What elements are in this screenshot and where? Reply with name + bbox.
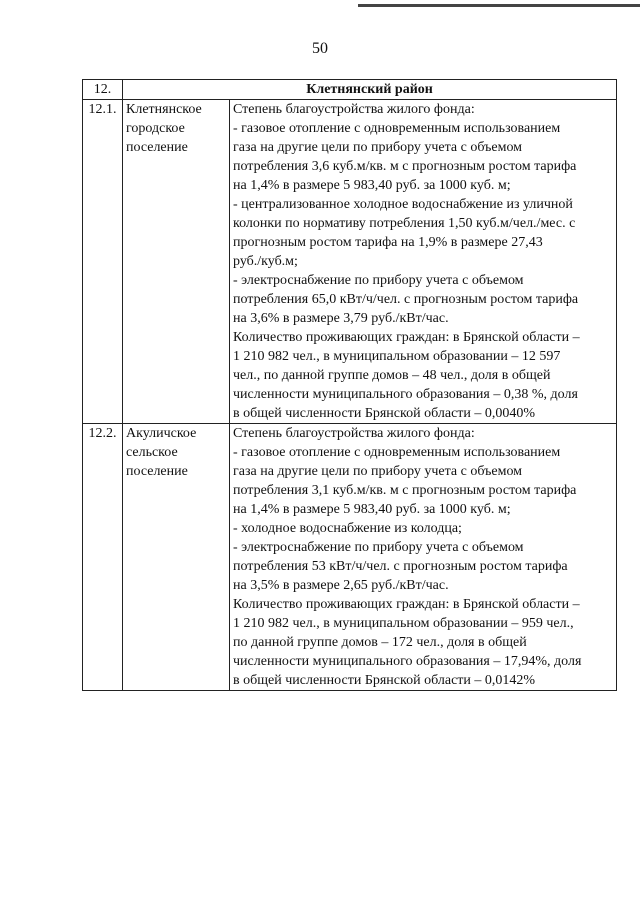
description-line: прогнозным ростом тарифа на 1,9% в размере 27,43 bbox=[233, 235, 543, 250]
description-line: газа на другие цели по прибору учета с объемом bbox=[233, 140, 523, 155]
description-line: Степень благоустройства жилого фонда: bbox=[233, 102, 475, 117]
settlement-description bbox=[230, 424, 617, 691]
description-line: Количество проживающих граждан: в Брянской области – bbox=[233, 330, 580, 345]
description-line: 1 210 982 чел., в муниципальном образовании – 959 чел., bbox=[233, 616, 574, 631]
settlement-name-line: Клетнянское bbox=[126, 102, 202, 117]
settlement-name-line: Акуличское bbox=[126, 426, 197, 441]
description-line: потребления 3,6 куб.м/кв. м с прогнозным ростом тарифа bbox=[233, 159, 577, 174]
description-line: потребления 3,1 куб.м/кв. м с прогнозным ростом тарифа bbox=[233, 483, 577, 498]
description-line: - газовое отопление с одновременным использованием bbox=[233, 445, 561, 460]
table-row bbox=[83, 424, 617, 691]
description-line: газа на другие цели по прибору учета с объемом bbox=[233, 464, 523, 479]
table-row bbox=[83, 100, 617, 424]
description-line: на 3,5% в размере 2,65 руб./кВт/час. bbox=[233, 578, 449, 593]
settlement-name-line: поселение bbox=[126, 464, 188, 479]
header-row-number: 12. bbox=[83, 80, 123, 100]
description-line: по данной группе домов – 172 чел., доля в общей bbox=[233, 635, 527, 650]
description-line: в общей численности Брянской области – 0,0142% bbox=[233, 673, 536, 688]
settlement-description bbox=[230, 100, 617, 424]
row-number: 12.2. bbox=[83, 424, 123, 691]
settlement-name-line: сельское bbox=[126, 445, 178, 460]
description-line: - электроснабжение по прибору учета с объемом bbox=[233, 540, 524, 555]
description-line: в общей численности Брянской области – 0,0040% bbox=[233, 406, 536, 421]
district-title: Клетнянский район bbox=[123, 80, 617, 100]
table-header-row bbox=[83, 80, 617, 100]
description-line: численности муниципального образования – 17,94%, доля bbox=[233, 654, 582, 669]
settlement-name bbox=[123, 100, 230, 424]
settlement-name-line: поселение bbox=[126, 140, 188, 155]
description-line: - газовое отопление с одновременным использованием bbox=[233, 121, 561, 136]
description-line: численности муниципального образования – 0,38 %, доля bbox=[233, 387, 578, 402]
page-number: 50 bbox=[312, 40, 328, 57]
description-line: на 3,6% в размере 3,79 руб./кВт/час. bbox=[233, 311, 449, 326]
description-line: руб./куб.м; bbox=[233, 254, 298, 269]
description-line: - централизованное холодное водоснабжение из уличной bbox=[233, 197, 573, 212]
description-line: потребления 65,0 кВт/ч/чел. с прогнозным ростом тарифа bbox=[233, 292, 579, 307]
settlement-name bbox=[123, 424, 230, 691]
description-line: - электроснабжение по прибору учета с объемом bbox=[233, 273, 524, 288]
row-number: 12.1. bbox=[83, 100, 123, 424]
description-line: 1 210 982 чел., в муниципальном образовании – 12 597 bbox=[233, 349, 561, 364]
description-line: потребления 53 кВт/ч/чел. с прогнозным ростом тарифа bbox=[233, 559, 568, 574]
top-edge-rule bbox=[358, 4, 640, 7]
description-line: на 1,4% в размере 5 983,40 руб. за 1000 куб. м; bbox=[233, 502, 511, 517]
district-table bbox=[82, 79, 617, 691]
description-line: Степень благоустройства жилого фонда: bbox=[233, 426, 475, 441]
description-line: колонки по нормативу потребления 1,50 куб.м/чел./мес. с bbox=[233, 216, 576, 231]
description-line: чел., по данной группе домов – 48 чел., доля в общей bbox=[233, 368, 551, 383]
description-line: Количество проживающих граждан: в Брянской области – bbox=[233, 597, 580, 612]
description-line: на 1,4% в размере 5 983,40 руб. за 1000 куб. м; bbox=[233, 178, 511, 193]
settlement-name-line: городское bbox=[126, 121, 185, 136]
description-line: - холодное водоснабжение из колодца; bbox=[233, 521, 462, 536]
